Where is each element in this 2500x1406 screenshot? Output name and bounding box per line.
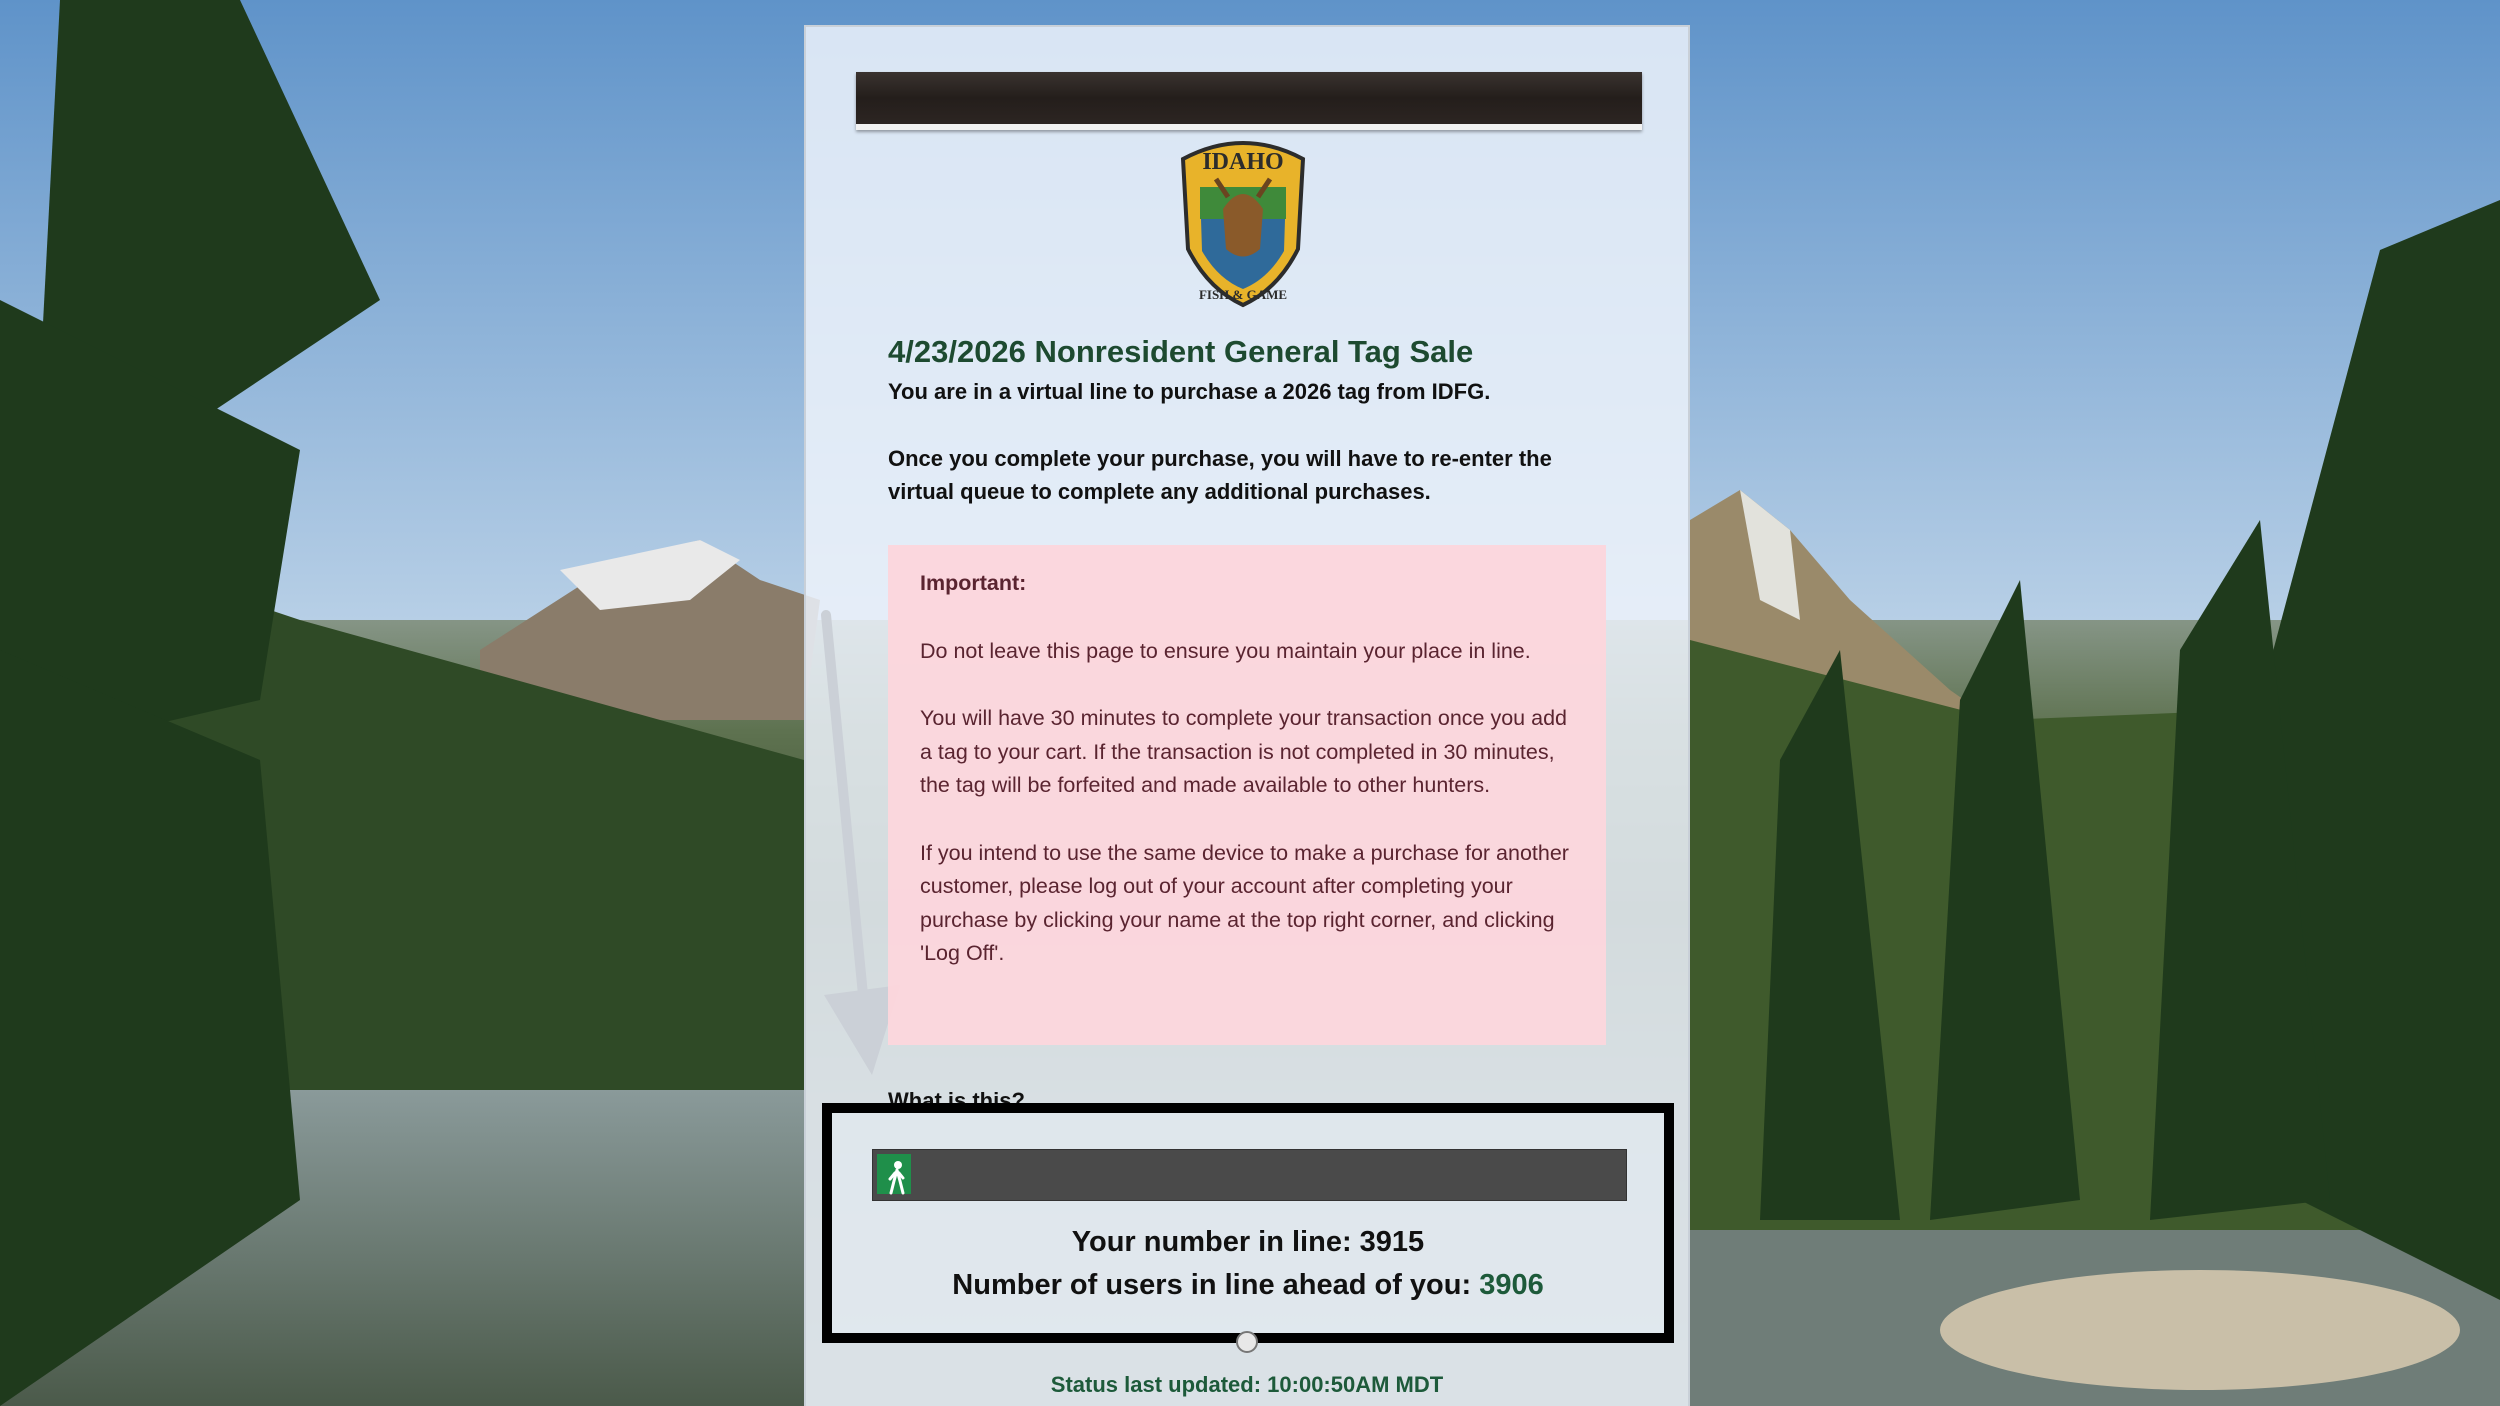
logo-text-top: IDAHO: [1202, 149, 1284, 175]
users-ahead-value: 3906: [1479, 1269, 1544, 1301]
important-paragraph-2: You will have 30 minutes to complete your transaction once you add a tag to your cart. If the transaction is not completed in 30 minutes, the tag will be forfeited and made available to other hunters.: [920, 706, 1567, 797]
queue-status-box: [822, 1103, 1674, 1343]
page-title: 4/23/2026 Nonresident General Tag Sale: [888, 334, 1474, 369]
your-number-label: Your number in line:: [1071, 1226, 1352, 1258]
your-number-value: 3915: [1359, 1226, 1425, 1258]
page-content: [888, 332, 1608, 508]
important-paragraph-3: If you intend to use the same device to make a purchase for another customer, please log out of your account after completing your purchase by clicking your name at the top right corner, and clicking 'Log Off'.: [920, 840, 1569, 965]
queue-intro: You are in a virtual line to purchase a 2026 tag from IDFG.: [888, 379, 1491, 404]
idfg-logo: [1168, 139, 1318, 309]
status-last-updated: Status last updated: 10:00:50AM MDT: [1050, 1372, 1444, 1397]
important-heading: Important:: [920, 571, 1027, 595]
logo-text-bottom: FISH & GAME: [1198, 287, 1288, 302]
your-number-line: [832, 1226, 1664, 1259]
what-is-this-link[interactable]: What is this?: [888, 1088, 1025, 1113]
users-ahead-line: [832, 1269, 1664, 1302]
queue-notice: Once you complete your purchase, you will have to re-enter the virtual queue to complete any additional purchases.: [888, 446, 1552, 504]
walking-person-icon: [882, 1159, 912, 1197]
important-notice-box: [888, 545, 1606, 1045]
queue-progress-fill: [877, 1154, 911, 1194]
important-paragraph-1: Do not leave this page to ensure you maintain your place in line.: [920, 638, 1531, 663]
queue-panel: [804, 25, 1690, 1406]
top-navigation-bar: [856, 72, 1642, 130]
scroll-handle[interactable]: [1236, 1331, 1258, 1353]
users-ahead-label: Number of users in line ahead of you:: [952, 1269, 1472, 1301]
queue-progress-bar: [872, 1149, 1627, 1201]
